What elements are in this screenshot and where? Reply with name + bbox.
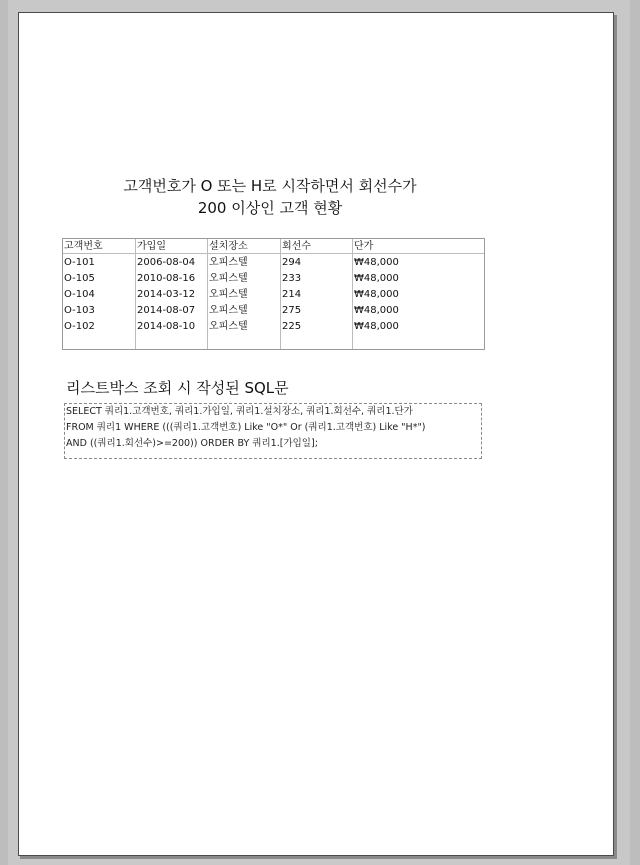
customer-id: O-102 (64, 321, 95, 332)
sql-line: AND ((쿼리1.회선수)>=200)) ORDER BY 쿼리1.[가입일]; (66, 438, 318, 449)
unit-price: ₩48,000 (354, 273, 399, 284)
sql-line: SELECT 쿼리1.고객번호, 쿼리1.가입일, 쿼리1.설치장소, 쿼리1.회선수, 쿼리1.단가 (66, 406, 413, 417)
line-count: 214 (282, 289, 302, 300)
unit-price: ₩48,000 (354, 257, 399, 268)
customer-id: O-101 (64, 257, 95, 268)
customer-id: O-105 (64, 273, 95, 284)
line-count: 225 (282, 321, 302, 332)
report-title-line2: 200 이상인 고객 현황 (197, 199, 343, 217)
sql-text-box[interactable] (64, 403, 482, 459)
join-date: 2010-08-16 (137, 273, 196, 284)
join-date: 2014-03-12 (137, 289, 196, 300)
vertical-scrollbar[interactable] (630, 0, 640, 865)
customer-id: O-103 (64, 305, 95, 316)
listbox-header-row (63, 239, 484, 254)
install-location: 오피스텔 (209, 289, 248, 300)
column-header: 가입일 (137, 241, 166, 252)
unit-price: ₩48,000 (354, 305, 399, 316)
sql-section-title: 리스트박스 조회 시 작성된 SQL문 (66, 379, 289, 397)
install-location: 오피스텔 (209, 305, 248, 316)
page-shadow (614, 15, 617, 859)
join-date: 2014-08-10 (137, 321, 196, 332)
column-header: 단가 (354, 241, 374, 252)
install-location: 오피스텔 (209, 273, 248, 284)
list-item[interactable] (63, 287, 484, 302)
install-location: 오피스텔 (209, 257, 248, 268)
customer-listbox[interactable] (62, 238, 485, 350)
line-count: 233 (282, 273, 302, 284)
sql-line: FROM 쿼리1 WHERE (((쿼리1.고객번호) Like "O*" Or (쿼리1.고객번호) Like "H*") (66, 422, 426, 433)
unit-price: ₩48,000 (354, 321, 399, 332)
join-date: 2014-08-07 (137, 305, 196, 316)
window-left-edge (0, 0, 8, 865)
list-item[interactable] (63, 319, 484, 334)
install-location: 오피스텔 (209, 321, 248, 332)
report-title-line1: 고객번호가 O 또는 H로 시작하면서 회선수가 (123, 177, 417, 195)
list-item[interactable] (63, 303, 484, 318)
line-count: 275 (282, 305, 302, 316)
line-count: 294 (282, 257, 302, 268)
column-header: 회선수 (282, 241, 311, 252)
column-header: 고객번호 (64, 241, 103, 252)
column-header: 설치장소 (209, 241, 248, 252)
report-title (60, 175, 480, 219)
join-date: 2006-08-04 (137, 257, 196, 268)
list-item[interactable] (63, 255, 484, 270)
customer-id: O-104 (64, 289, 95, 300)
unit-price: ₩48,000 (354, 289, 399, 300)
page-shadow (20, 856, 616, 859)
list-item[interactable] (63, 271, 484, 286)
